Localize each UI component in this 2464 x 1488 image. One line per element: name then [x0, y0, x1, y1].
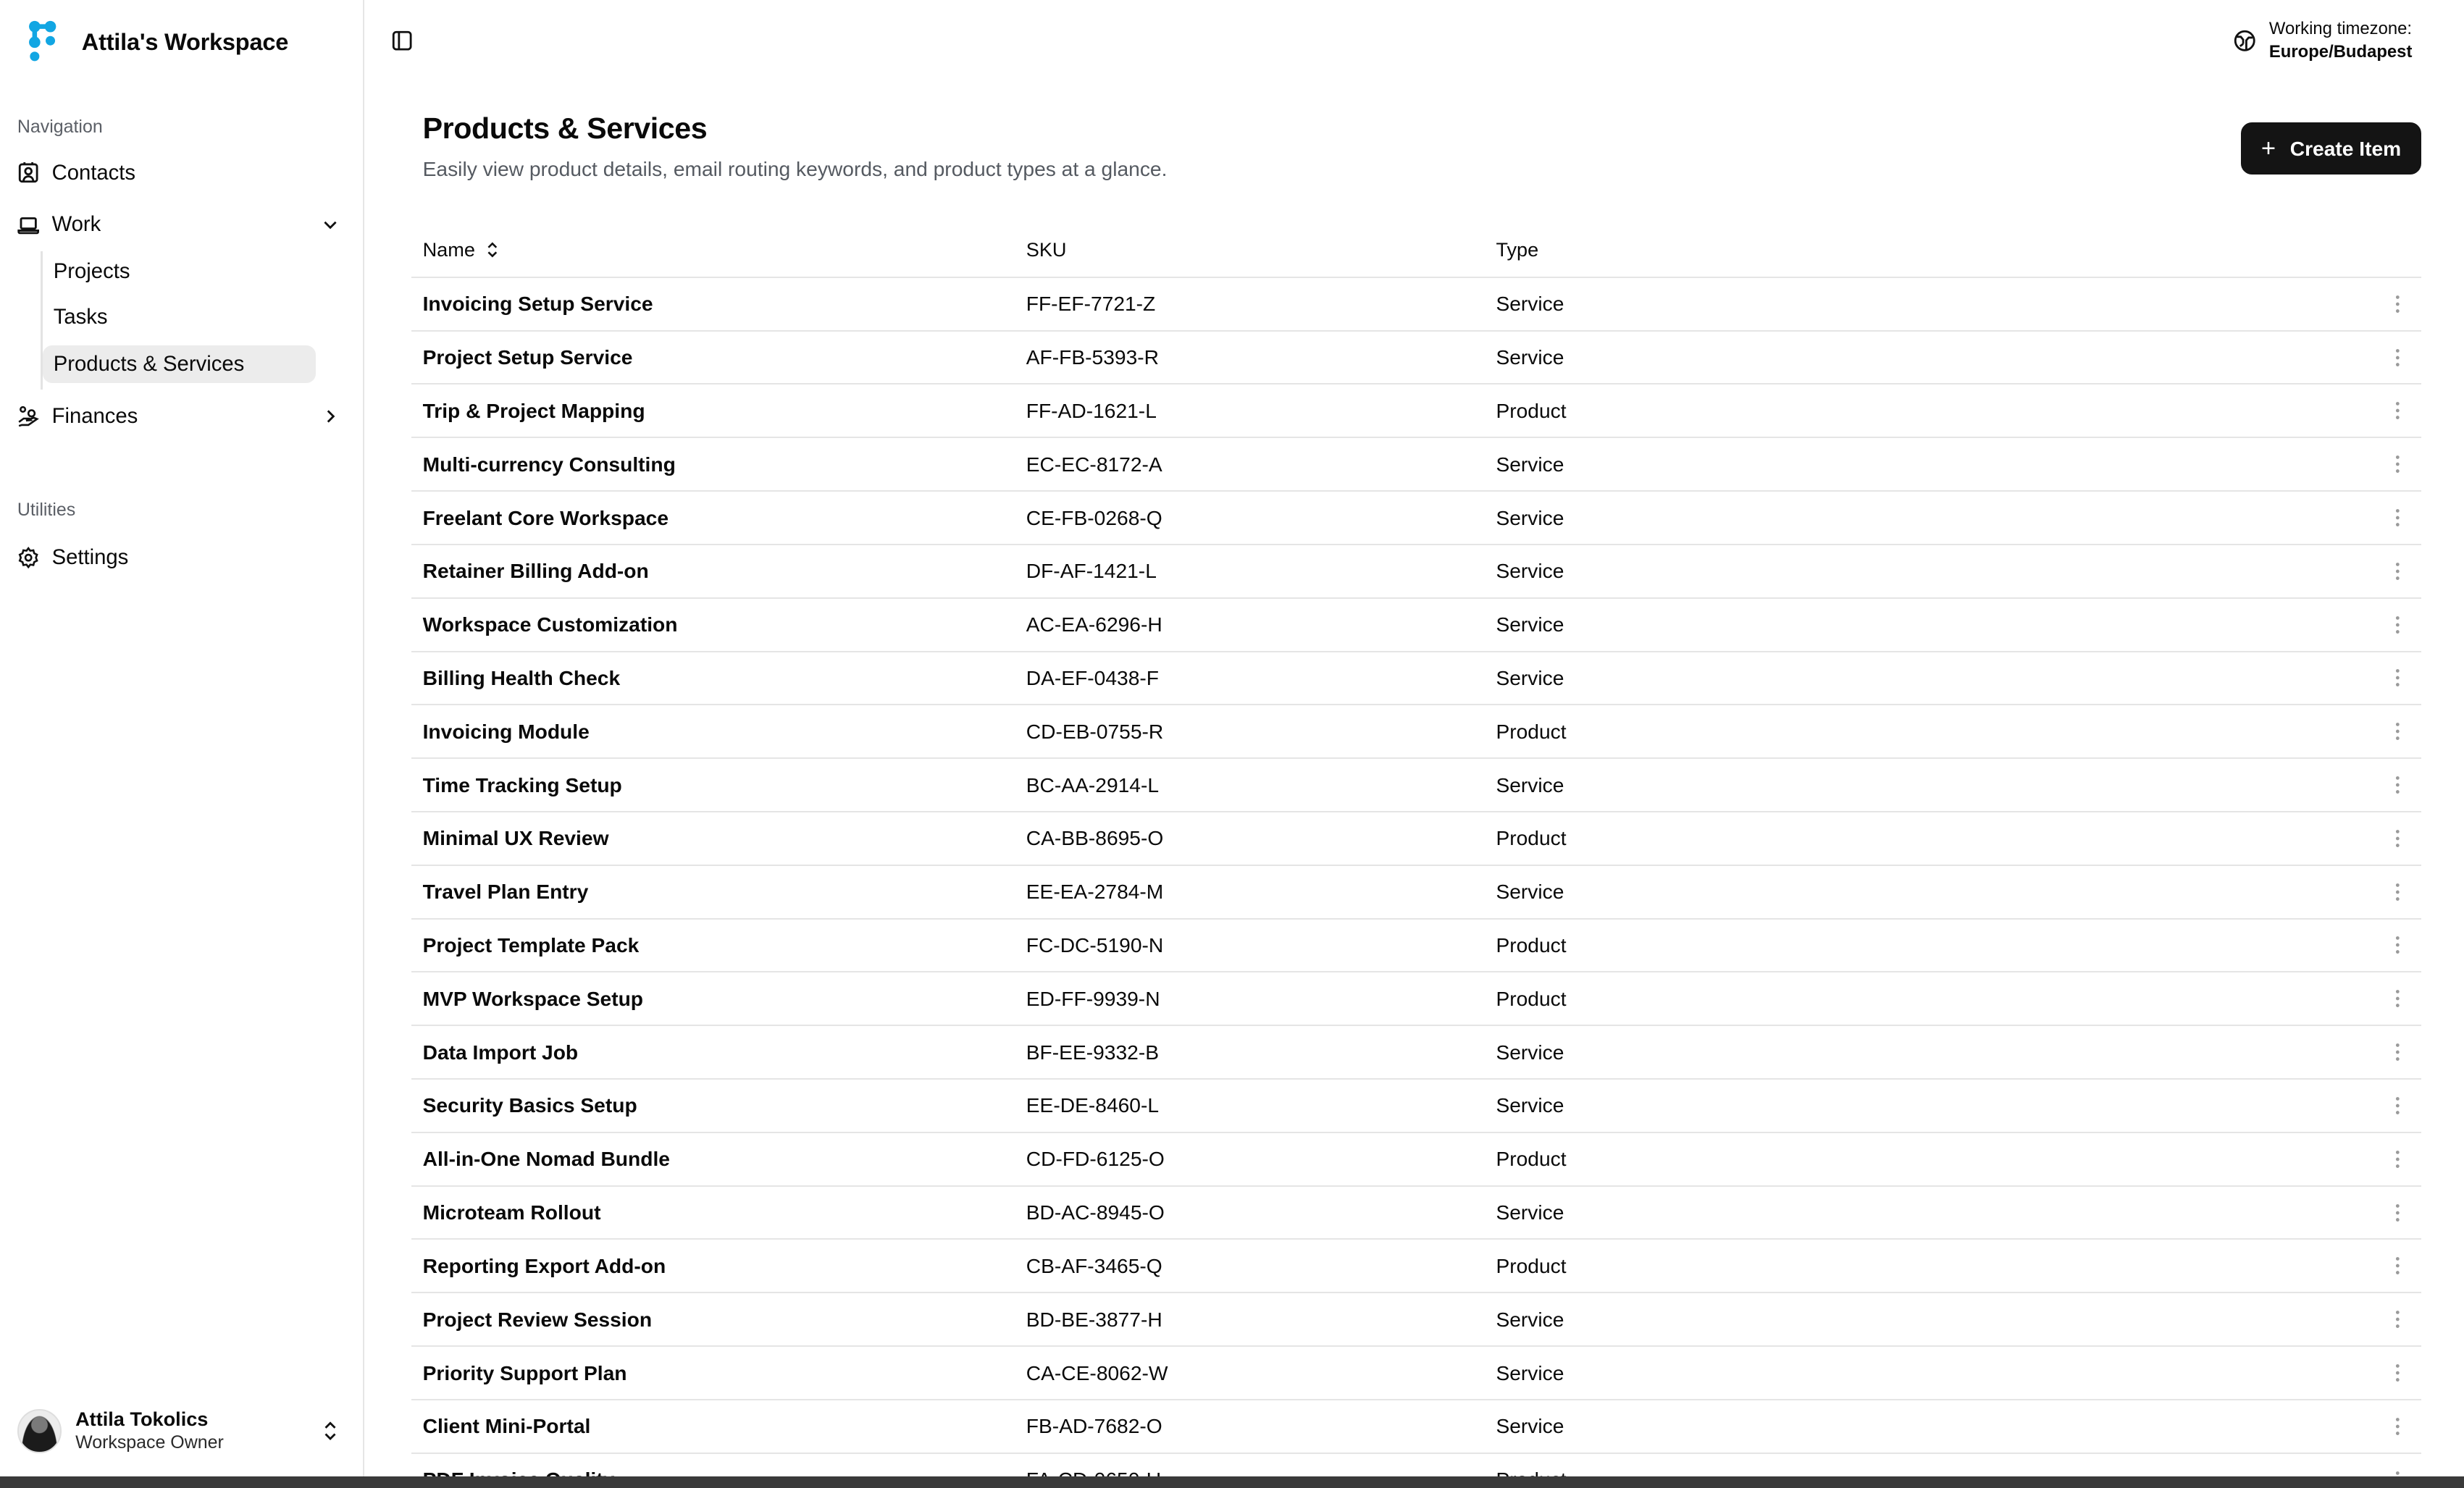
product-type: Product — [1496, 719, 1567, 743]
more-vertical-icon — [2394, 883, 2401, 901]
workspace-logo-icon — [27, 20, 62, 64]
column-header-sku: SKU — [1026, 238, 1067, 261]
table-row[interactable] — [411, 812, 2421, 866]
product-sku: EE-DE-8460-L — [1026, 1093, 1160, 1117]
product-sku: BD-AC-8945-O — [1026, 1201, 1165, 1224]
workspace-brand[interactable] — [27, 20, 288, 64]
sidebar-item-work[interactable] — [17, 206, 340, 243]
row-actions-button[interactable] — [2385, 1080, 2410, 1132]
gear-icon — [17, 547, 39, 568]
sidebar-item-settings[interactable] — [17, 539, 340, 576]
row-actions-button[interactable] — [2385, 705, 2410, 757]
more-vertical-icon — [2394, 1310, 2401, 1329]
product-sku: ED-FF-9939-N — [1026, 986, 1160, 1010]
product-name[interactable]: Project Review Session — [422, 1307, 653, 1331]
product-sku: FC-DC-5190-N — [1026, 933, 1164, 957]
more-vertical-icon — [2394, 295, 2401, 314]
product-sku: EC-EC-8172-A — [1026, 452, 1162, 476]
table-row[interactable] — [411, 759, 2421, 812]
product-name[interactable]: Freelant Core Workspace — [422, 505, 669, 529]
row-actions-button[interactable] — [2385, 652, 2410, 705]
sort-icon[interactable] — [485, 240, 500, 259]
column-header-type: Type — [1496, 238, 1539, 261]
working-timezone — [2233, 17, 2412, 64]
product-name[interactable]: Client Mini-Portal — [422, 1414, 591, 1438]
table-row[interactable] — [411, 599, 2421, 652]
product-sku: EE-EA-2784-M — [1026, 880, 1164, 904]
more-vertical-icon — [2394, 1203, 2401, 1222]
product-name[interactable]: MVP Workspace Setup — [422, 986, 644, 1010]
more-vertical-icon — [2394, 829, 2401, 848]
product-name[interactable]: Microteam Rollout — [422, 1201, 601, 1224]
row-actions-button[interactable] — [2385, 1400, 2410, 1453]
product-name[interactable]: Invoicing Module — [422, 719, 590, 743]
row-actions-button[interactable] — [2385, 812, 2410, 865]
column-header-name[interactable]: Name — [423, 238, 500, 261]
table-row[interactable] — [411, 1240, 2421, 1293]
utilities-section-label: Utilities — [17, 499, 76, 520]
row-actions-button[interactable] — [2385, 1240, 2410, 1292]
user-name: Attila Tokolics — [75, 1407, 209, 1430]
table-row[interactable] — [411, 1133, 2421, 1187]
product-type: Service — [1496, 665, 1564, 689]
product-name[interactable]: Workspace Customization — [422, 613, 678, 636]
product-type: Service — [1496, 1307, 1564, 1331]
sidebar-item-label: Settings — [51, 545, 129, 570]
table-row[interactable] — [411, 1347, 2421, 1400]
more-vertical-icon — [2394, 455, 2401, 474]
more-vertical-icon — [2394, 775, 2401, 794]
row-actions-button[interactable] — [2385, 972, 2410, 1025]
product-name[interactable]: Billing Health Check — [422, 665, 621, 689]
more-vertical-icon — [2394, 936, 2401, 954]
avatar — [17, 1409, 62, 1453]
sidebar-item-contacts[interactable] — [17, 154, 340, 192]
table-row[interactable] — [411, 384, 2421, 438]
product-sku: DF-AF-1421-L — [1026, 559, 1157, 583]
more-vertical-icon — [2394, 1043, 2401, 1062]
table-row[interactable] — [411, 438, 2421, 492]
product-type: Product — [1496, 398, 1567, 422]
globe-icon — [2233, 29, 2257, 53]
table-row[interactable] — [411, 1400, 2421, 1454]
product-type: Service — [1496, 1414, 1564, 1438]
table-row[interactable] — [411, 652, 2421, 706]
product-name[interactable]: Priority Support Plan — [422, 1361, 627, 1384]
more-vertical-icon — [2394, 1150, 2401, 1169]
user-info — [75, 1408, 224, 1455]
product-name[interactable]: Project Setup Service — [422, 345, 633, 369]
product-sku: CB-AF-3465-Q — [1026, 1253, 1162, 1277]
contact-card-icon — [17, 161, 39, 183]
table-header — [411, 223, 2421, 278]
product-name[interactable]: Security Basics Setup — [422, 1093, 637, 1117]
workspace-name: Attila's Workspace — [81, 29, 289, 56]
row-actions-button[interactable] — [2385, 759, 2410, 811]
sidebar — [0, 0, 364, 1476]
create-item-label: Create Item — [2289, 136, 2402, 160]
product-name[interactable]: Reporting Export Add-on — [422, 1253, 666, 1277]
product-type: Service — [1496, 773, 1564, 796]
more-vertical-icon — [2394, 722, 2401, 741]
more-vertical-icon — [2394, 508, 2401, 527]
product-sku: CA-CE-8062-W — [1026, 1361, 1168, 1384]
product-type: Service — [1496, 1201, 1564, 1224]
navigation-section-label: Navigation — [17, 116, 103, 137]
products-table — [411, 223, 2421, 1488]
sidebar-item-projects[interactable]: Projects — [53, 259, 130, 284]
more-vertical-icon — [2394, 615, 2401, 634]
row-actions-button[interactable] — [2385, 438, 2410, 490]
product-type: Service — [1496, 345, 1564, 369]
more-vertical-icon — [2394, 562, 2401, 581]
more-vertical-icon — [2394, 1096, 2401, 1115]
product-name[interactable]: Minimal UX Review — [422, 826, 609, 850]
product-type: Service — [1496, 292, 1564, 316]
product-sku: DA-EF-0438-F — [1026, 665, 1159, 689]
product-name[interactable]: Data Import Job — [422, 1040, 579, 1064]
sidebar-item-finances[interactable] — [17, 398, 340, 435]
more-vertical-icon — [2394, 1256, 2401, 1275]
product-sku: FF-AD-1621-L — [1026, 398, 1157, 422]
product-name[interactable]: All-in-One Nomad Bundle — [422, 1147, 670, 1171]
product-sku: BD-BE-3877-H — [1026, 1307, 1162, 1331]
product-name[interactable]: Trip & Project Mapping — [422, 398, 645, 422]
product-sku: FF-EF-7721-Z — [1026, 292, 1156, 316]
sidebar-item-products-services[interactable]: Products & Services — [43, 345, 317, 383]
table-row[interactable] — [411, 1080, 2421, 1133]
table-row[interactable] — [411, 920, 2421, 973]
table-row[interactable] — [411, 1293, 2421, 1347]
product-type: Service — [1496, 505, 1564, 529]
page-title: Products & Services — [422, 112, 708, 146]
product-sku: AC-EA-6296-H — [1026, 613, 1162, 636]
product-sku: CD-EB-0755-R — [1026, 719, 1164, 743]
product-type: Product — [1496, 826, 1567, 850]
table-row[interactable] — [411, 866, 2421, 920]
product-sku: FB-AD-7682-O — [1026, 1414, 1162, 1438]
row-actions-button[interactable] — [2385, 492, 2410, 544]
sidebar-item-label: Work — [51, 212, 101, 237]
product-sku: CA-BB-8695-O — [1026, 826, 1164, 850]
bottom-overlay-bar — [0, 1476, 2464, 1487]
more-vertical-icon — [2394, 348, 2401, 367]
more-vertical-icon — [2394, 989, 2401, 1008]
product-type: Service — [1496, 1361, 1564, 1384]
create-item-button[interactable] — [2241, 122, 2422, 175]
table-row[interactable] — [411, 278, 2421, 332]
product-sku: BC-AA-2914-L — [1026, 773, 1160, 796]
row-actions-button[interactable] — [2385, 1293, 2410, 1345]
product-name[interactable]: Travel Plan Entry — [422, 880, 589, 904]
product-sku: AF-FB-5393-R — [1026, 345, 1159, 369]
product-name[interactable]: Project Template Pack — [422, 933, 640, 957]
product-sku: BF-EE-9332-B — [1026, 1040, 1160, 1064]
row-actions-button[interactable] — [2385, 599, 2410, 651]
product-type: Product — [1496, 1147, 1567, 1171]
product-type: Service — [1496, 613, 1564, 636]
sidebar-item-label: Finances — [51, 403, 138, 428]
row-actions-button[interactable] — [2385, 866, 2410, 918]
laptop-icon — [17, 214, 39, 235]
product-sku: CD-FD-6125-O — [1026, 1147, 1165, 1171]
table-row[interactable] — [411, 492, 2421, 545]
table-row[interactable] — [411, 332, 2421, 385]
product-type: Service — [1496, 880, 1564, 904]
chevrons-up-down-icon[interactable] — [321, 1420, 340, 1442]
product-name[interactable]: Multi-currency Consulting — [422, 452, 676, 476]
row-actions-button[interactable] — [2385, 545, 2410, 597]
row-actions-button[interactable] — [2385, 1187, 2410, 1239]
sidebar-item-tasks[interactable]: Tasks — [53, 305, 108, 329]
user-role: Workspace Owner — [75, 1432, 224, 1453]
table-row[interactable] — [411, 1187, 2421, 1240]
table-row[interactable] — [411, 972, 2421, 1026]
chevron-down-icon[interactable] — [321, 215, 340, 234]
more-vertical-icon — [2394, 1363, 2401, 1382]
more-vertical-icon — [2394, 668, 2401, 687]
table-row[interactable] — [411, 1026, 2421, 1080]
product-sku: CE-FB-0268-Q — [1026, 505, 1162, 529]
product-type: Service — [1496, 1040, 1564, 1064]
row-actions-button[interactable] — [2385, 278, 2410, 330]
page-subtitle: Easily view product details, email routing keywords, and product types at a glance. — [422, 156, 1168, 180]
product-type: Product — [1496, 933, 1567, 957]
sidebar-toggle-icon[interactable] — [391, 30, 413, 51]
plus-icon: + — [2260, 134, 2276, 162]
product-type: Product — [1496, 1253, 1567, 1277]
hand-coins-icon — [17, 405, 39, 427]
chevron-right-icon[interactable] — [321, 407, 340, 426]
product-type: Service — [1496, 1093, 1564, 1117]
more-vertical-icon — [2394, 401, 2401, 420]
product-type: Service — [1496, 452, 1564, 476]
more-vertical-icon — [2394, 1417, 2401, 1436]
sidebar-item-label: Contacts — [51, 160, 136, 185]
table-row[interactable] — [411, 545, 2421, 599]
row-actions-button[interactable] — [2385, 1347, 2410, 1399]
product-name[interactable]: Invoicing Setup Service — [422, 292, 653, 316]
row-actions-button[interactable] — [2385, 332, 2410, 384]
table-body — [411, 278, 2421, 1488]
product-type: Product — [1496, 986, 1567, 1010]
row-actions-button[interactable] — [2385, 920, 2410, 972]
row-actions-button[interactable] — [2385, 1026, 2410, 1078]
product-type: Service — [1496, 559, 1564, 583]
row-actions-button[interactable] — [2385, 1133, 2410, 1185]
row-actions-button[interactable] — [2385, 384, 2410, 437]
user-menu[interactable] — [17, 1406, 348, 1456]
timezone-value: Europe/Budapest — [2268, 42, 2413, 62]
timezone-label: Working timezone: — [2268, 18, 2413, 38]
product-name[interactable]: Time Tracking Setup — [422, 773, 622, 796]
table-row[interactable] — [411, 705, 2421, 759]
product-name[interactable]: Retainer Billing Add-on — [422, 559, 649, 583]
